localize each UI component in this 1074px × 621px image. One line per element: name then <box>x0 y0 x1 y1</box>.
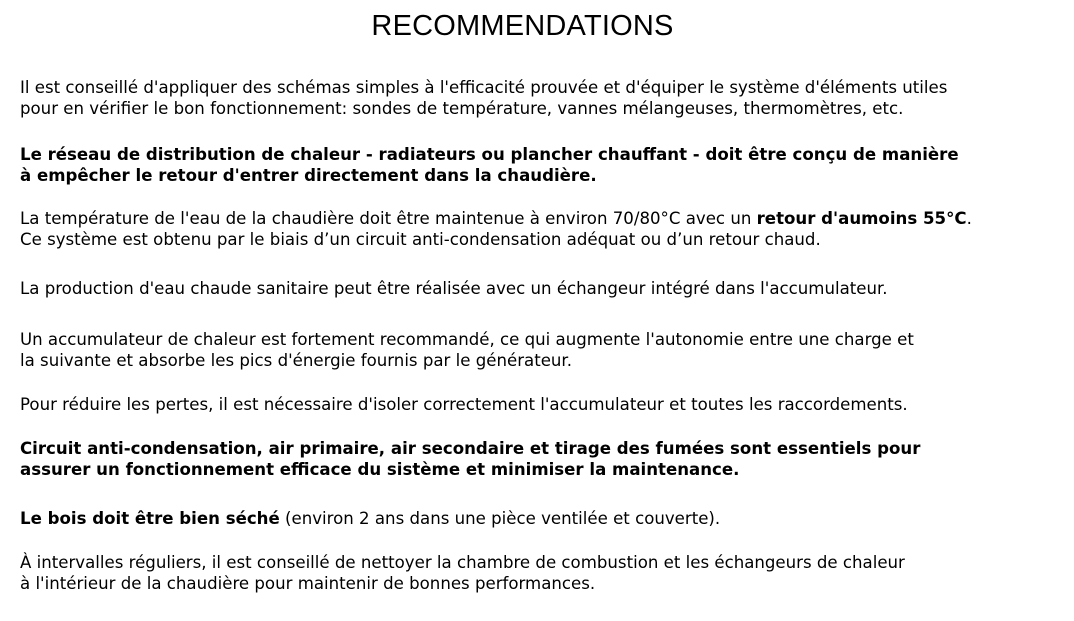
paragraph-line: assurer un fonctionnement efficace du sistème et minimiser la maintenance. <box>20 460 740 479</box>
paragraph-isolation <box>20 394 1072 415</box>
paragraph-bois-seche <box>20 508 1072 529</box>
paragraph-line: Il est conseillé d'appliquer des schémas simples à l'efficacité prouvée et d'équiper le système d'éléments utiles <box>20 78 948 97</box>
paragraph-line: Ce système est obtenu par le biais d’un circuit anti-condensation adéquat ou d’un retour chaud. <box>20 230 821 249</box>
paragraph-line: Le réseau de distribution de chaleur - radiateurs ou plancher chauffant - doit être conçu de manière <box>20 145 959 164</box>
paragraph-text: La température de l'eau de la chaudière doit être maintenue à environ 70/80°C avec un <box>20 209 757 228</box>
paragraph-accumulateur <box>20 329 1072 371</box>
paragraph-eau-chaude-sanitaire <box>20 278 1072 299</box>
paragraph-text: (environ 2 ans dans une pièce ventilée et couverte). <box>279 509 721 528</box>
paragraph-temperature <box>20 208 1072 250</box>
paragraph-line: Un accumulateur de chaleur est fortement recommandé, ce qui augmente l'autonomie entre une charge et <box>20 330 914 349</box>
paragraph-circuit-anti-condensation <box>20 438 1072 480</box>
paragraph-reseau-distribution <box>20 144 1072 186</box>
paragraph-line: La production d'eau chaude sanitaire peut être réalisée avec un échangeur intégré dans l'accumulateur. <box>20 279 888 298</box>
paragraph-line: À intervalles réguliers, il est conseillé de nettoyer la chambre de combustion et les échangeurs de chaleur <box>20 553 905 572</box>
paragraph-line <box>20 508 1072 529</box>
paragraph-line <box>20 208 1072 229</box>
paragraph-emphasis: Le bois doit être bien séché <box>20 509 280 528</box>
paragraph-line: Circuit anti-condensation, air primaire, air secondaire et tirage des fumées sont essentiels pour <box>20 439 921 458</box>
paragraph-line: à l'intérieur de la chaudière pour maintenir de bonnes performances. <box>20 574 596 593</box>
paragraph-nettoyage <box>20 552 1072 594</box>
paragraph-emphasis: retour d'aumoins 55°C <box>756 209 967 228</box>
paragraph-line: pour en vérifier le bon fonctionnement: sondes de température, vannes mélangeuses, thermomètres, etc. <box>20 99 904 118</box>
page-title: RECOMMENDATIONS <box>371 10 674 42</box>
paragraph-line: Pour réduire les pertes, il est nécessaire d'isoler correctement l'accumulateur et toutes les raccordements. <box>20 395 908 414</box>
paragraph-text: . <box>966 209 972 228</box>
paragraph-schemas <box>20 77 1072 119</box>
paragraph-line: la suivante et absorbe les pics d'énergie fournis par le générateur. <box>20 351 573 370</box>
paragraph-line: à empêcher le retour d'entrer directement dans la chaudière. <box>20 166 597 185</box>
